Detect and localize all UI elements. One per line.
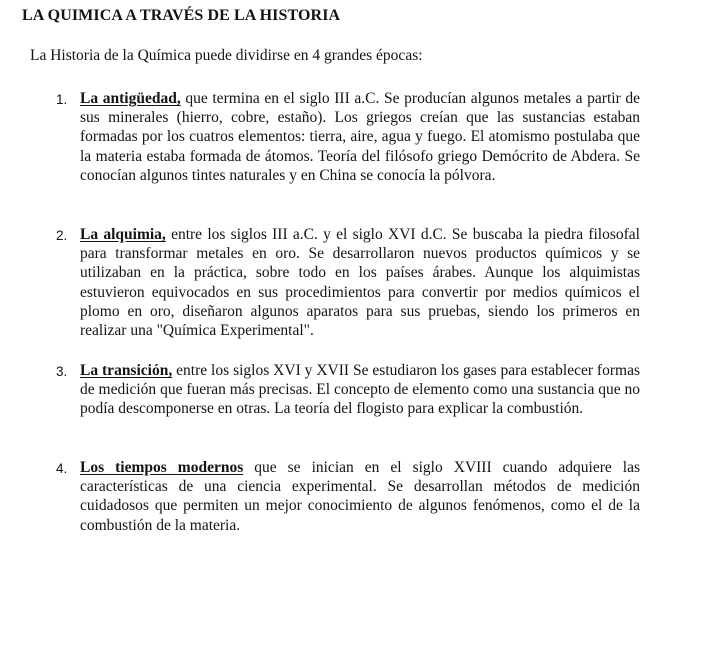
list-item-alquimia bbox=[56, 225, 640, 340]
list-item-number: 4. bbox=[56, 461, 68, 476]
list-item-text: que termina en el siglo III a.C. Se producían algunos metales a partir de sus minerales (hierro, cobre, estaño). Los griegos creían que las sustancias estaban formadas por los cuatros elementos: tierra, aire, agua y fuego. El atomismo postulaba que la materia estaba formada de átomos. Teoría del filósofo griego Demócrito de Abdera. Se conocían algunos tintes naturales y en China se conocía la pólvora. bbox=[80, 90, 641, 184]
list-item-term: La transición, bbox=[80, 362, 173, 379]
list-item-number: 3. bbox=[56, 364, 68, 379]
list-item-number: 1. bbox=[56, 92, 68, 107]
list-item-number: 2. bbox=[56, 228, 68, 243]
list-item-text: entre los siglos III a.C. y el siglo XVI d.C. Se buscaba la piedra filosofal para transformar metales en oro. Se desarrollaron nuevos productos químicos y se utilizaban en la práctica, sobre todo en los países árabes. Aunque los alquimistas estuvieron equivocados en sus procedimientos para convertir por medios químicos el plomo en oro, diseñaron algunos aparatos para sus pruebas, siendo los primeros en realizar una "Química Experimental". bbox=[80, 226, 640, 340]
intro-paragraph: La Historia de la Química puede dividirse en 4 grandes épocas: bbox=[30, 47, 423, 64]
list-item-term: Los tiempos modernos bbox=[80, 459, 244, 476]
list-item-text: que se inician en el siglo XVIII cuando adquiere las características de una ciencia experimental. Se desarrollan métodos de medición cuidadosos que permiten un mejor conocimiento de algunos fenómenos, como el de la combustión de la materia. bbox=[80, 459, 640, 534]
document-title: LA QUIMICA A TRAVÉS DE LA HISTORIA bbox=[22, 7, 341, 24]
list-item-transicion bbox=[56, 361, 640, 419]
list-item-text: entre los siglos XVI y XVII Se estudiaron los gases para establecer formas de medición que fueran más precisas. El concepto de elemento como una sustancia que no podía descomponerse en otras. La teoría del flogisto para explicar la combustión. bbox=[80, 362, 640, 418]
list-item-term: La alquimia, bbox=[80, 226, 166, 243]
list-item-tiempos-modernos bbox=[56, 458, 640, 535]
list-item-antiguedad bbox=[56, 89, 641, 185]
list-item-term: La antigüedad, bbox=[80, 90, 181, 107]
